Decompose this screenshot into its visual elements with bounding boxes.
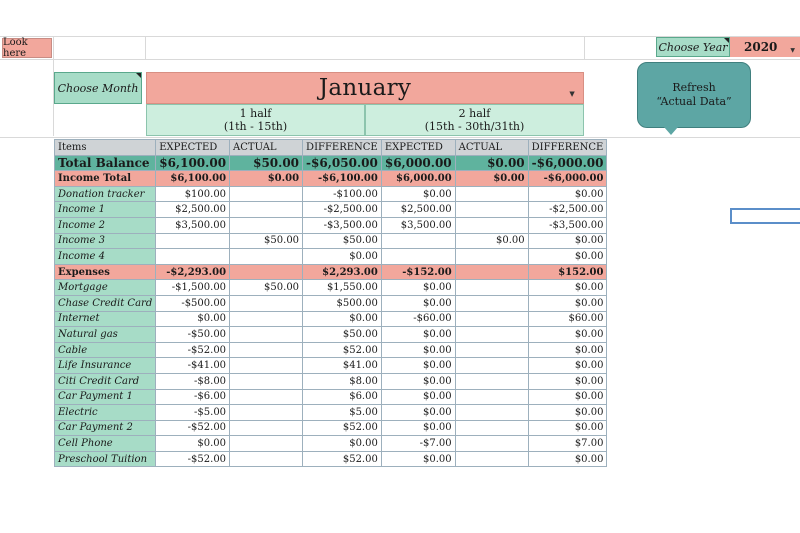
cell-expected-1[interactable]: -$6.00 [156, 389, 230, 405]
table-row [55, 311, 607, 327]
cell-expected-1[interactable] [156, 233, 230, 249]
table-row [55, 327, 607, 343]
cell-expected-1[interactable]: $3,500.00 [156, 217, 230, 233]
cell-expected-1[interactable]: $100.00 [156, 186, 230, 202]
table-row [55, 420, 607, 436]
grid-line [0, 59, 800, 60]
cell-difference-2[interactable]: $60.00 [528, 311, 607, 327]
grid-line [584, 36, 585, 59]
cell-difference-2[interactable]: $0.00 [528, 280, 607, 296]
row-label[interactable]: Income 1 [55, 202, 156, 218]
row-label[interactable]: Income Total [55, 171, 156, 187]
cell-expected-1[interactable]: -$500.00 [156, 295, 230, 311]
table-row [55, 436, 607, 452]
cell-actual-2[interactable] [455, 249, 528, 265]
cell-difference-2[interactable]: $0.00 [528, 342, 607, 358]
row-label[interactable]: Natural gas [55, 327, 156, 343]
cell-expected-2[interactable]: $0.00 [381, 405, 455, 421]
cell-actual-2[interactable] [455, 264, 528, 280]
cell-actual-2[interactable] [455, 186, 528, 202]
cell-actual-1[interactable] [230, 327, 303, 343]
month-value: January [318, 75, 412, 101]
section-row [55, 171, 607, 187]
table-row [55, 389, 607, 405]
note-marker-icon [136, 73, 141, 78]
cell-difference-1[interactable]: $41.00 [303, 358, 382, 374]
cell-expected-2[interactable]: $0.00 [381, 451, 455, 467]
cell-expected-1[interactable]: $2,500.00 [156, 202, 230, 218]
cell-difference-2[interactable]: $152.00 [528, 264, 607, 280]
cell-difference-2[interactable]: -$2,500.00 [528, 202, 607, 218]
cell-difference-1[interactable]: $52.00 [303, 420, 382, 436]
table-row [55, 373, 607, 389]
cell-expected-2[interactable] [381, 233, 455, 249]
table-row [55, 202, 607, 218]
row-label[interactable]: Income 4 [55, 249, 156, 265]
cell-actual-1[interactable] [230, 358, 303, 374]
cell-expected-1[interactable]: $0.00 [156, 311, 230, 327]
first-half-title: 1 half [239, 107, 272, 120]
cell-difference-1[interactable]: $1,550.00 [303, 280, 382, 296]
cell-expected-2[interactable]: $3,500.00 [381, 217, 455, 233]
row-label[interactable]: Life Insurance [55, 358, 156, 374]
table-row [55, 405, 607, 421]
table-row [55, 186, 607, 202]
choose-month-label [54, 72, 142, 104]
section-row [55, 264, 607, 280]
cell-actual-2[interactable] [455, 217, 528, 233]
second-half-range: (15th - 30th/31th) [424, 120, 525, 133]
cell-difference-1[interactable]: $500.00 [303, 295, 382, 311]
cell-actual-2[interactable]: $0.00 [455, 155, 528, 171]
cell-difference-2[interactable]: $0.00 [528, 389, 607, 405]
cell-difference-1[interactable]: -$2,500.00 [303, 202, 382, 218]
cell-actual-2[interactable] [455, 280, 528, 296]
cell-difference-2[interactable]: $0.00 [528, 327, 607, 343]
cell-expected-1[interactable]: -$41.00 [156, 358, 230, 374]
cell-actual-2[interactable] [455, 327, 528, 343]
cell-expected-2[interactable]: $6,000.00 [381, 155, 455, 171]
expected-header-2: EXPECTED [381, 140, 455, 156]
cell-expected-2[interactable]: $0.00 [381, 358, 455, 374]
cell-actual-2[interactable] [455, 311, 528, 327]
cell-difference-2[interactable]: $7.00 [528, 436, 607, 452]
cell-actual-2[interactable] [455, 405, 528, 421]
cell-actual-2[interactable] [455, 389, 528, 405]
cell-expected-1[interactable]: $6,100.00 [156, 155, 230, 171]
difference-header-1: DIFFERENCE [303, 140, 382, 156]
cell-difference-1[interactable]: $52.00 [303, 451, 382, 467]
cell-expected-2[interactable]: $0.00 [381, 389, 455, 405]
cell-expected-2[interactable]: $0.00 [381, 327, 455, 343]
cell-difference-2[interactable]: $0.00 [528, 233, 607, 249]
row-label[interactable]: Preschool Tuition [55, 451, 156, 467]
cell-expected-1[interactable]: -$8.00 [156, 373, 230, 389]
cell-difference-1[interactable]: -$6,050.00 [303, 155, 382, 171]
cell-actual-2[interactable] [455, 420, 528, 436]
cell-expected-1[interactable]: -$5.00 [156, 405, 230, 421]
cell-difference-2[interactable]: $0.00 [528, 358, 607, 374]
cell-expected-2[interactable]: $2,500.00 [381, 202, 455, 218]
callout-tail [664, 127, 678, 135]
choose-year-text: Choose Year [658, 40, 728, 54]
row-label[interactable]: Car Payment 2 [55, 420, 156, 436]
cell-actual-2[interactable] [455, 373, 528, 389]
cell-difference-2[interactable]: $0.00 [528, 186, 607, 202]
table-row [55, 233, 607, 249]
cell-actual-1[interactable] [230, 451, 303, 467]
cell-difference-2[interactable]: -$3,500.00 [528, 217, 607, 233]
cell-expected-1[interactable]: -$1,500.00 [156, 280, 230, 296]
cell-actual-2[interactable] [455, 202, 528, 218]
cell-actual-2[interactable] [455, 358, 528, 374]
first-half-range: (1th - 15th) [223, 120, 288, 133]
cell-difference-1[interactable]: -$6,100.00 [303, 171, 382, 187]
row-label[interactable]: Internet [55, 311, 156, 327]
row-label[interactable]: Mortgage [55, 280, 156, 296]
cell-difference-1[interactable]: $0.00 [303, 311, 382, 327]
cell-actual-1[interactable] [230, 420, 303, 436]
cell-difference-1[interactable]: -$3,500.00 [303, 217, 382, 233]
cell-difference-2[interactable]: $0.00 [528, 420, 607, 436]
budget-table [54, 139, 607, 467]
cell-actual-1[interactable] [230, 202, 303, 218]
grid-line [0, 137, 800, 138]
cell-actual-2[interactable] [455, 451, 528, 467]
row-label[interactable]: Total Balance [55, 155, 156, 171]
cell-difference-1[interactable]: $0.00 [303, 436, 382, 452]
cell-actual-1[interactable] [230, 311, 303, 327]
cell-expected-2[interactable]: -$152.00 [381, 264, 455, 280]
cell-expected-2[interactable]: -$60.00 [381, 311, 455, 327]
cell-actual-2[interactable]: $0.00 [455, 233, 528, 249]
cell-difference-2[interactable]: $0.00 [528, 295, 607, 311]
row-label[interactable]: Donation tracker [55, 186, 156, 202]
cell-difference-2[interactable]: $0.00 [528, 373, 607, 389]
cell-expected-2[interactable]: $6,000.00 [381, 171, 455, 187]
cell-difference-1[interactable]: $5.00 [303, 405, 382, 421]
actual-header-1: ACTUAL [230, 140, 303, 156]
dropdown-arrow-icon[interactable]: ▼ [790, 47, 795, 54]
cell-expected-1[interactable]: $0.00 [156, 436, 230, 452]
year-value: 2020 [744, 40, 778, 54]
cell-difference-2[interactable]: $0.00 [528, 451, 607, 467]
table-row [55, 342, 607, 358]
table-row [55, 358, 607, 374]
cell-expected-2[interactable] [381, 249, 455, 265]
cell-actual-2[interactable] [455, 342, 528, 358]
note-marker-icon [724, 38, 729, 43]
cell-actual-1[interactable] [230, 389, 303, 405]
cell-expected-2[interactable]: $0.00 [381, 342, 455, 358]
cell-actual-1[interactable] [230, 217, 303, 233]
cell-actual-2[interactable] [455, 295, 528, 311]
cell-expected-1[interactable]: -$50.00 [156, 327, 230, 343]
cell-difference-2[interactable]: $0.00 [528, 249, 607, 265]
cell-expected-1[interactable]: -$52.00 [156, 420, 230, 436]
cell-actual-1[interactable] [230, 249, 303, 265]
selected-cell[interactable] [730, 208, 800, 224]
cell-actual-1[interactable] [230, 405, 303, 421]
second-half-title: 2 half [458, 107, 491, 120]
cell-expected-2[interactable]: $0.00 [381, 373, 455, 389]
cell-actual-2[interactable]: $0.00 [455, 171, 528, 187]
dropdown-arrow-icon[interactable]: ▼ [569, 90, 575, 98]
cell-actual-1[interactable] [230, 295, 303, 311]
cell-actual-1[interactable]: $50.00 [230, 233, 303, 249]
items-header: Items [55, 140, 156, 156]
cell-difference-1[interactable]: $6.00 [303, 389, 382, 405]
actual-header-2: ACTUAL [455, 140, 528, 156]
cell-difference-2[interactable]: $0.00 [528, 405, 607, 421]
year-dropdown[interactable] [730, 37, 800, 57]
refresh-actual-data-button[interactable] [637, 62, 751, 128]
row-label[interactable]: Income 3 [55, 233, 156, 249]
row-label[interactable]: Chase Credit Card [55, 295, 156, 311]
row-label[interactable]: Electric [55, 405, 156, 421]
cell-expected-2[interactable]: $0.00 [381, 186, 455, 202]
table-row [55, 280, 607, 296]
cell-expected-1[interactable]: -$52.00 [156, 451, 230, 467]
cell-actual-1[interactable]: $50.00 [230, 280, 303, 296]
look-here-button[interactable] [2, 38, 52, 58]
cell-expected-2[interactable]: $0.00 [381, 295, 455, 311]
cell-difference-1[interactable]: $0.00 [303, 249, 382, 265]
cell-difference-2[interactable]: -$6,000.00 [528, 155, 607, 171]
cell-expected-1[interactable]: -$2,293.00 [156, 264, 230, 280]
cell-actual-1[interactable] [230, 436, 303, 452]
row-label[interactable]: Car Payment 1 [55, 389, 156, 405]
choose-year-label [656, 37, 730, 57]
cell-actual-1[interactable] [230, 264, 303, 280]
expected-header-1: EXPECTED [156, 140, 230, 156]
total-balance-row [55, 155, 607, 171]
row-label[interactable]: Citi Credit Card [55, 373, 156, 389]
cell-difference-1[interactable]: $2,293.00 [303, 264, 382, 280]
table-row [55, 249, 607, 265]
cell-actual-1[interactable] [230, 373, 303, 389]
cell-expected-1[interactable]: -$52.00 [156, 342, 230, 358]
cell-difference-1[interactable]: $50.00 [303, 233, 382, 249]
table-row [55, 451, 607, 467]
row-label[interactable]: Cell Phone [55, 436, 156, 452]
cell-actual-1[interactable]: $50.00 [230, 155, 303, 171]
cell-expected-1[interactable] [156, 249, 230, 265]
cell-difference-1[interactable]: $50.00 [303, 327, 382, 343]
cell-expected-1[interactable]: $6,100.00 [156, 171, 230, 187]
second-half-header [365, 104, 584, 136]
look-here-label: Look here [3, 37, 28, 59]
month-dropdown[interactable] [146, 72, 584, 104]
cell-expected-2[interactable]: -$7.00 [381, 436, 455, 452]
cell-expected-2[interactable]: $0.00 [381, 280, 455, 296]
table-row [55, 217, 607, 233]
refresh-sublabel: “Actual Data” [656, 95, 732, 108]
cell-difference-1[interactable]: $8.00 [303, 373, 382, 389]
cell-actual-1[interactable]: $0.00 [230, 171, 303, 187]
grid-line [145, 36, 146, 59]
cell-difference-2[interactable]: -$6,000.00 [528, 171, 607, 187]
cell-actual-1[interactable] [230, 186, 303, 202]
row-label[interactable]: Income 2 [55, 217, 156, 233]
cell-actual-1[interactable] [230, 342, 303, 358]
row-label[interactable]: Cable [55, 342, 156, 358]
table-row [55, 295, 607, 311]
cell-expected-2[interactable]: $0.00 [381, 420, 455, 436]
refresh-label: Refresh [672, 81, 716, 94]
table-header-row [55, 140, 607, 156]
cell-difference-1[interactable]: -$100.00 [303, 186, 382, 202]
row-label[interactable]: Expenses [55, 264, 156, 280]
cell-actual-2[interactable] [455, 436, 528, 452]
first-half-header [146, 104, 365, 136]
cell-difference-1[interactable]: $52.00 [303, 342, 382, 358]
choose-month-text: Choose Month [57, 81, 139, 95]
difference-header-2: DIFFERENCE [528, 140, 607, 156]
